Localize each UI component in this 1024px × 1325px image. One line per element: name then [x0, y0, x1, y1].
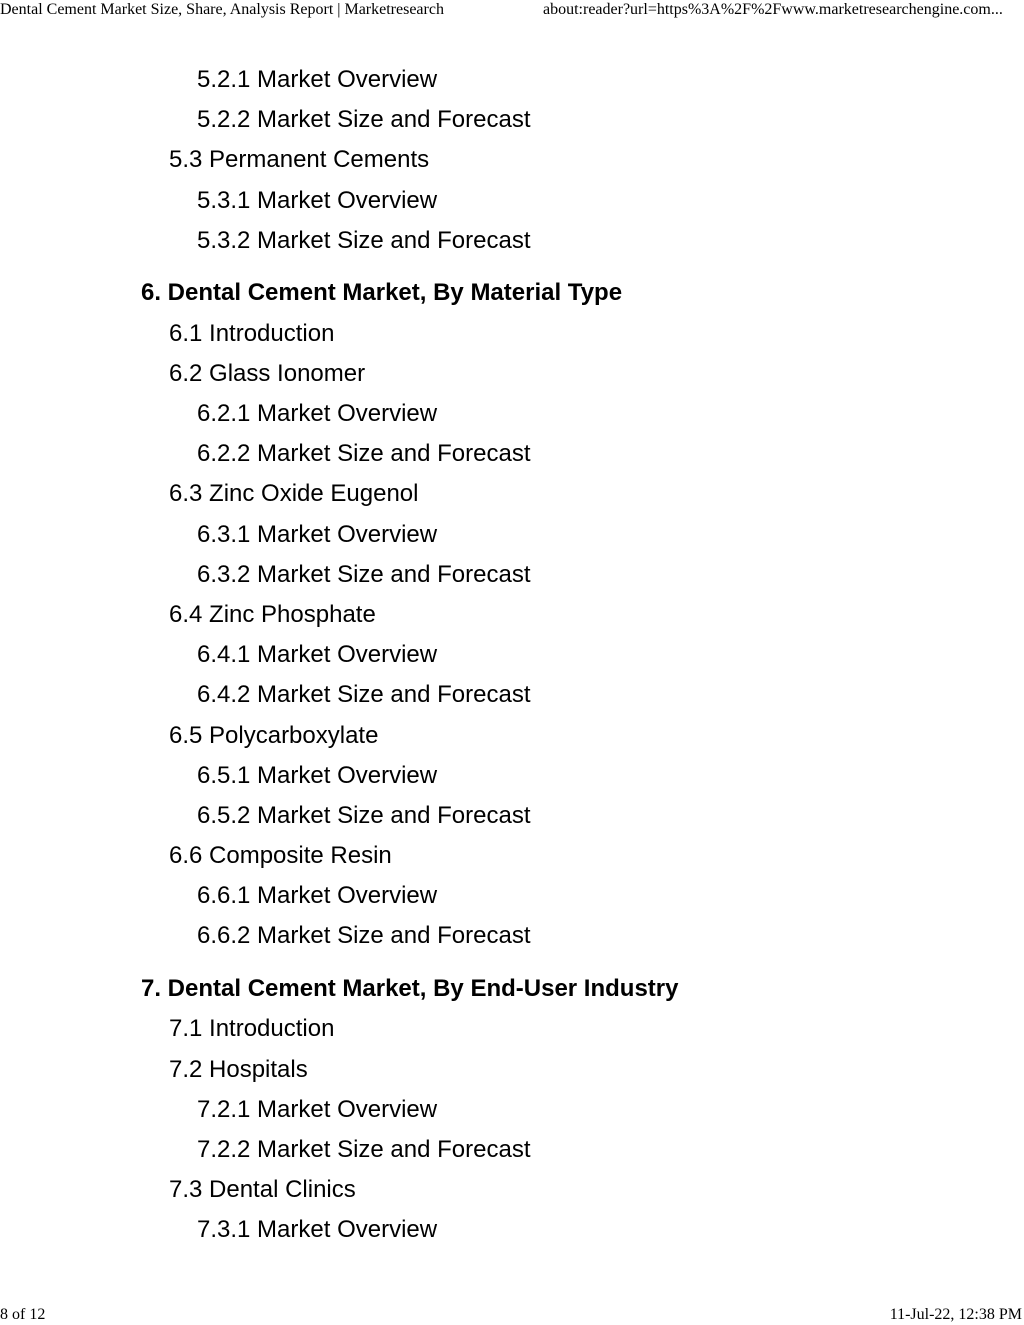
toc-subsection: 6.5 Polycarboxylate [169, 721, 379, 749]
page-title: Dental Cement Market Size, Share, Analysis Report | Marketresearch [0, 1, 444, 18]
page-number: 8 of 12 [0, 1306, 46, 1323]
toc-subsection: 6.4 Zinc Phosphate [169, 600, 376, 628]
toc-sub-subsection: 6.2.2 Market Size and Forecast [197, 440, 531, 468]
toc-sub-subsection: 6.5.2 Market Size and Forecast [197, 801, 531, 829]
toc-sub-subsection: 5.2.2 Market Size and Forecast [197, 106, 531, 134]
toc-sub-subsection: 5.3.2 Market Size and Forecast [197, 226, 531, 254]
toc-sub-subsection: 6.4.1 Market Overview [197, 641, 438, 669]
toc-section-heading: 6. Dental Cement Market, By Material Type [141, 279, 623, 307]
toc-sub-subsection: 6.6.2 Market Size and Forecast [197, 922, 531, 950]
toc-sub-subsection: 6.2.1 Market Overview [197, 400, 438, 427]
toc-subsection: 6.3 Zinc Oxide Eugenol [169, 480, 419, 508]
toc-subsection: 6.1 Introduction [169, 319, 335, 347]
toc-section-heading: 7. Dental Cement Market, By End-User Industry [141, 975, 679, 1003]
toc-sub-subsection: 6.6.1 Market Overview [197, 882, 438, 910]
toc-subsection: 6.6 Composite Resin [169, 842, 392, 870]
toc-sub-subsection: 7.2.2 Market Size and Forecast [197, 1135, 531, 1163]
print-footer [0, 1305, 1024, 1325]
toc-sub-subsection: 5.2.1 Market Overview [197, 66, 438, 93]
toc-subsection: 7.3 Dental Clinics [169, 1176, 356, 1204]
toc-sub-subsection: 6.3.1 Market Overview [197, 520, 438, 548]
toc-sub-subsection: 7.3.1 Market Overview [197, 1216, 438, 1244]
toc-subsection: 6.2 Glass Ionomer [169, 359, 366, 387]
toc-sub-subsection: 6.3.2 Market Size and Forecast [197, 560, 531, 588]
toc-subsection: 7.2 Hospitals [169, 1055, 308, 1083]
toc-subsection: 7.1 Introduction [169, 1015, 335, 1043]
toc-subsection: 5.3 Permanent Cements [169, 146, 430, 174]
print-header [0, 0, 1024, 24]
table-of-contents [0, 60, 1024, 1250]
print-timestamp: 11-Jul-22, 12:38 PM [889, 1306, 1022, 1323]
toc-sub-subsection: 6.5.1 Market Overview [197, 761, 438, 789]
toc-sub-subsection: 5.3.1 Market Overview [197, 186, 438, 214]
toc-sub-subsection: 7.2.1 Market Overview [197, 1095, 438, 1123]
page-url: about:reader?url=https%3A%2F%2Fwww.marketresearchengine.com... [543, 1, 1003, 18]
toc-sub-subsection: 6.4.2 Market Size and Forecast [197, 681, 531, 709]
